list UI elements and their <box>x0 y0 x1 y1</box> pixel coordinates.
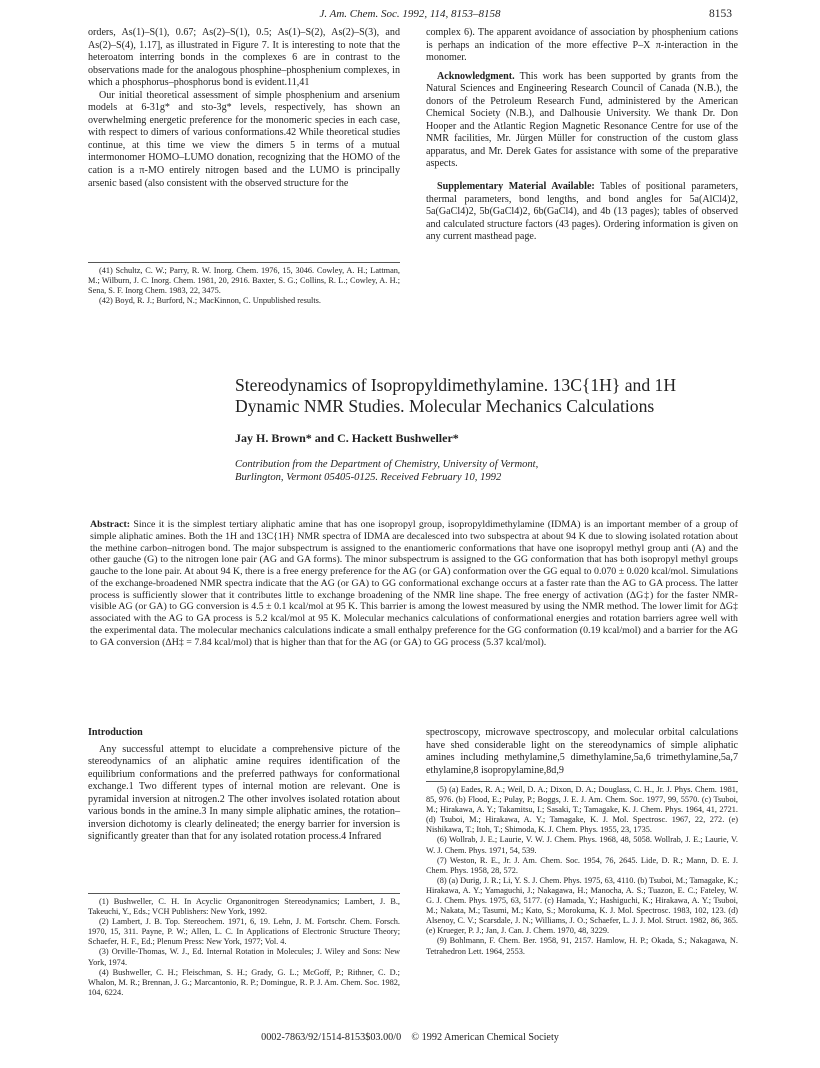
footnote: (3) Orville-Thomas, W. J., Ed. Internal Rotation in Molecules; J. Wiley and Sons: New York, 1974. <box>88 947 400 967</box>
copyright: © 1992 American Chemical Society <box>411 1032 559 1043</box>
supplementary-text: Tables of positional parameters, thermal parameters, bond lengths, and bond angles for 5a(AlCl4)2, 5a(GaCl4)2, 5b(GaCl4)2, 6b(GaCl4), and 4b (13 pages); tables of observed and calculated structure factors (43 pages). Ordering information is given on any current masthead page. <box>426 181 738 243</box>
footnote-divider <box>88 262 400 263</box>
footnote: (2) Lambert, J. B. Top. Stereochem. 1971, 6, 19. Lehn, J. M. Fortschr. Chem. Forsch. 1970, 15, 311. Payne, P. W.; Allen, L. C. In Applications of Electronic Structure Theory; Schaefer, H. F., Ed.; Plenum Press: New York, 1977; Vol. 4. <box>88 917 400 947</box>
abstract-text: Since it is the simplest tertiary aliphatic amine that has one isopropyl group, isopropyldimethylamine (IDMA) is an important member of a group of simple aliphatic amines. Both the 1H and 13C{1H} NMR spectra of IDMA are decalesced into two subspectra at about 94 K due to slowing isolated rotation about the methine carbon–nitrogen bond. The major subspectrum is assigned to the enantiomeric conformations that have one isopropyl methyl group anti (A) and the other gauche (G) to the nitrogen lone pair (AG and GA forms). The minor subspectrum is assigned to the GG conformation that has both isopropyl methyl groups gauche to the lone pair. At about 94 K, there is a free energy preference for the AG (or GA) conformation over the GG equal to 0.070 ± 0.020 kcal/mol. Simulations of the exchange-broadened NMR spectra indicate that the AG (or GA) to GG conformational exchange occurs at a faster rate than the AG to GA process. The latter process is sufficiently slower that it contributes little to exchange broadening of the NMR line shape. The free energy of activation (ΔG‡) for the faster NMR-visible AG (or GA) to GG conversion is 4.5 ± 0.1 kcal/mol at 95 K. This barrier is among the lowest measured by using the NMR method. The lower limit for ΔG‡ associated with the AG to GA process is 5.2 kcal/mol at 95 K. Molecular mechanics calculations of conformational energies and rotation barriers agree well with the experimental data. The molecular mechanics calculations indicate a small enthalpy preference for the GG conformation (0.19 kcal/mol) and a barrier for the AG to GA conversion (ΔH‡ = 7.84 kcal/mol) that is higher than that for the AG (or GA) to GG process (5.37 kcal/mol). <box>90 519 739 648</box>
footnote: (41) Schultz, C. W.; Parry, R. W. Inorg. Chem. 1976, 15, 3046. Cowley, A. H.; Lattman, M.; Wilburn, J. C. Inorg. Chem. 1981, 20, 2916. Baxter, S. G.; Collins, R. L.; Cowley, A. H.; Sena, S. F. Inorg Chem. 1983, 22, 3475. <box>88 266 400 296</box>
footnote: (9) Bohlmann, F. Chem. Ber. 1958, 91, 2157. Hamlow, H. P.; Okada, S.; Nakagawa, N. Tetrahedron Lett. 1964, 2553. <box>426 936 738 956</box>
section-heading: Introduction <box>88 727 143 738</box>
footnote: (42) Boyd, R. J.; Burford, N.; MacKinnon, C. Unpublished results. <box>99 296 321 306</box>
intro-left-column <box>88 727 400 844</box>
prev-paragraph: orders, As(1)–S(1), 0.67; As(2)–S(1), 0.5; As(1)–S(2), As(2)–S(3), and As(2)–S(4), 1.17], as illustrated in Figure 7. It is interesting to note that the heteroatom interring bonds in the complexes 6 are in contrast to the observations made for the analogous phosphine–phosphenium complexes, in which a phosphorus–phosphorus bond is evident.11,41 <box>88 27 400 89</box>
footnote: (6) Wollrab, J. E.; Laurie, V. W. J. Chem. Phys. 1968, 48, 5058. Wollrab, J. E.; Laurie, V. W. J. Chem. Phys. 1971, 54, 539. <box>426 835 738 855</box>
abstract-heading: Abstract: <box>90 519 131 530</box>
supplementary-paragraph <box>426 181 738 244</box>
intro-right-footnotes <box>426 785 738 957</box>
running-header: J. Am. Chem. Soc. 1992, 114, 8153–8158 <box>319 8 501 20</box>
abstract <box>90 519 738 648</box>
title-line: Stereodynamics of Isopropyldimethylamine. 13C{1H} and 1H <box>235 375 677 395</box>
footnote: (7) Weston, R. E., Jr. J. Am. Chem. Soc. 1954, 76, 2645. Lide, D. R.; Mann, D. E. J. Chem. Phys. 1958, 28, 572. <box>426 855 738 875</box>
prev-paragraph: complex 6). The apparent avoidance of association by phosphenium cations is perhaps an indication of the more effective P–X π-interaction in the monomer. <box>426 27 738 64</box>
acknowledgment-heading: Acknowledgment. <box>437 70 515 82</box>
title-line: Dynamic NMR Studies. Molecular Mechanics Calculations <box>235 396 655 416</box>
affiliation-line: Burlington, Vermont 05405-0125. Received February 10, 1992 <box>235 471 502 483</box>
article-title <box>235 375 735 417</box>
footnote: (5) (a) Eades, R. A.; Weil, D. A.; Dixon, D. A.; Douglass, C. H., Jr. J. Phys. Chem. 1981, 85, 976. (b) Flood, E.; Pulay, P.; Boggs, J. E. J. Am. Chem. Soc. 1977, 99, 5570. (c) Tsuboi, M.; Hirakawa, A. Y.; Takamitsu, I.; Sasaki, T.; Tamagake, K. J. Chem. Phys. 1964, 41, 2721. (d) Tsuboi, M.; Hirakawa, A. Y.; Tamagake, K. J. Mol. Spectrosc. 1967, 22, 272. (e) Nishikawa, T.; Itoh, T.; Shimoda, K. J. Chem. Phys. 1955, 23, 1735. <box>426 785 738 835</box>
acknowledgment-text: This work has been supported by grants from the Natural Sciences and Engineering Research Council of Canada (N.B.), the donors of the Petroleum Research Fund, administered by the American Chemical Society (N.B.), and Dalhousie University. We thank Dr. Don Hooper and the Atlantic Region Magnetic Resonance Centre for use of the NMR facilities, Mr. Jürgen Müller for construction of the custom glass apparatus, and Mr. Derek Gates for assistance with some of the preparative aspects. <box>426 70 738 170</box>
intro-left-footnotes <box>88 897 400 998</box>
prev-article-right-column <box>426 27 738 244</box>
intro-paragraph: spectroscopy, microwave spectroscopy, and molecular orbital calculations have shed considerable light on the stereodynamics of simple aliphatic amines including methylamine,5 dimethylamine,5a,6 trimethylamine,5a,7 ethylamine,8 isopropylamine,8d,9 <box>426 727 738 776</box>
affiliation <box>235 459 755 484</box>
intro-paragraph: Any successful attempt to elucidate a comprehensive picture of the stereodynamics of an aliphatic amine requires identification of the equilibrium conformations and the preferred pathways for conformational exchange.1 Two different types of internal motion are relevant. One is pyramidal inversion at nitrogen.2 The other involves isolated rotation about various bonds in the amine.3 In many simple aliphatic amines, the rotation–inversion dichotomy is clearly delineated; the energy barrier for inversion is significantly greater than that for any isolated rotation process.4 Infrared <box>88 743 400 843</box>
page-footer <box>0 1032 820 1043</box>
footnote: (4) Bushweller, C. H.; Fleischman, S. H.; Grady, G. L.; McGoff, P.; Rithner, C. D.; Whalon, M. R.; Brennan, J. G.; Marcantonio, R. P.; Domingue, R. P. J. Am. Chem. Soc. 1982, 104, 6224. <box>88 967 400 997</box>
footnote: (8) (a) Durig, J. R.; Li, Y. S. J. Chem. Phys. 1975, 63, 4110. (b) Tsuboi, M.; Tamagake, K.; Hirakawa, A. Y.; Yamaguchi, J.; Nakagawa, H.; Manocha, A. S.; Tuazon, E. C.; Fateley, W. G. J. Chem. Phys. 1975, 63, 5177. (c) Hamada, Y.; Hashiguchi, K.; Hirakawa, A. Y.; Tsuboi, M.; Nakata, M.; Tasumi, M.; Kato, S.; Morokuma, K. J. Mol. Spectrosc. 1983, 102, 123. (d) Alsenoy, C. V.; Scarsdale, J. N.; Williams, J. O.; Schaefer, L. J. J. Mol. Struct. 1982, 86, 365. (e) Krueger, P. J.; Jan, J. Can. J. Chem. 1970, 48, 3229. <box>426 875 738 936</box>
footnote-divider <box>88 893 400 894</box>
prev-article-footnotes <box>88 266 400 306</box>
intro-right-column <box>426 727 738 777</box>
article-code: 0002-7863/92/1514-8153$03.00/0 <box>261 1032 402 1043</box>
prev-paragraph: Our initial theoretical assessment of simple phosphenium and arsenium models at 6-31g* and sto-3g* levels, respectively, has shown an overwhelming energetic preference for the monomeric species in each case, with respect to dimers of various conformations.42 While theoretical studies continue, at this time we view the dimers 5 in terms of a mutual intermonomer HOMO–LUMO donation, recognizing that the HOMO of the cation is a π-MO entirely nitrogen based and the LUMO is principally arsenic based (also consistent with the observed structure for the <box>88 89 400 189</box>
authors: Jay H. Brown* and C. Hackett Bushweller* <box>235 431 459 445</box>
footnote-divider <box>426 781 738 782</box>
affiliation-line: Contribution from the Department of Chemistry, University of Vermont, <box>235 459 539 470</box>
acknowledgment-paragraph <box>426 71 738 171</box>
supplementary-heading: Supplementary Material Available: <box>437 181 595 193</box>
footnote: (1) Bushweller, C. H. In Acyclic Organonitrogen Stereodynamics; Lambert, J. B., Takeuchi, Y., Eds.; VCH Publishers: New York, 1992. <box>88 897 400 917</box>
prev-article-left-column <box>88 27 400 190</box>
page-number: 8153 <box>709 8 732 20</box>
